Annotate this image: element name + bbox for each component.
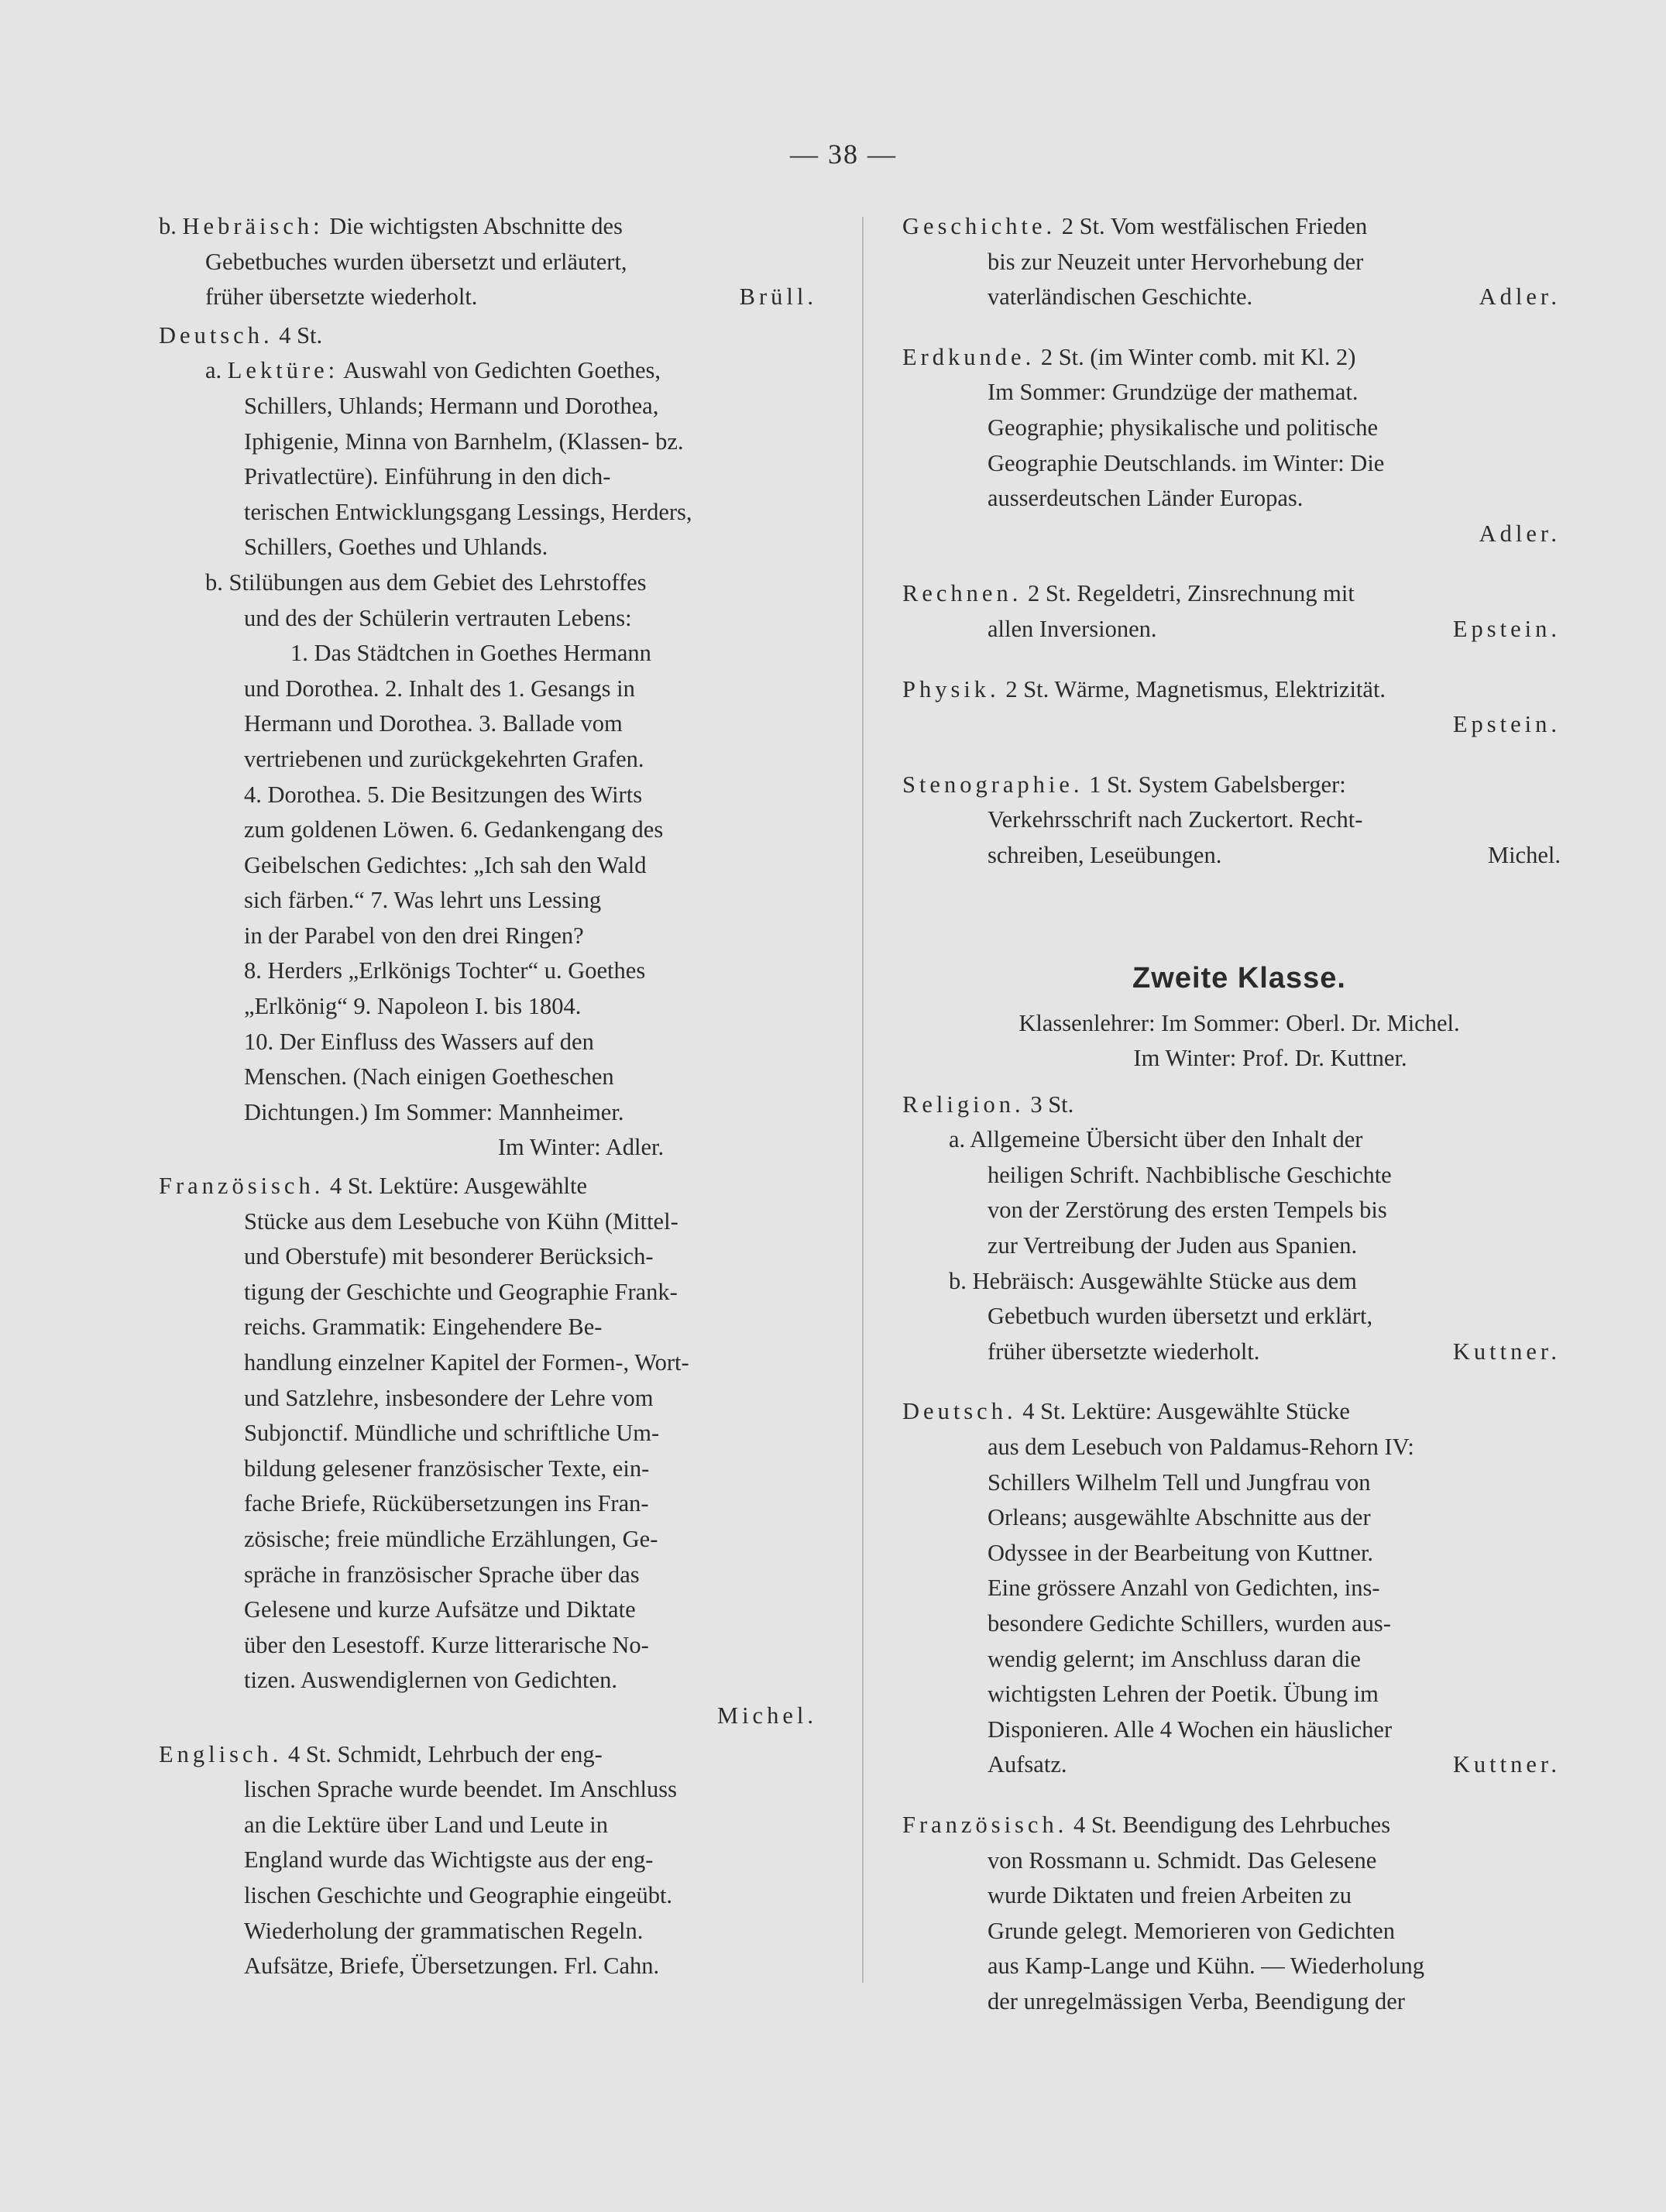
class-heading: Zweite Klasse. [1132, 961, 1346, 994]
text-line [902, 1122, 1576, 1158]
stenographie-section [902, 768, 1576, 874]
text: 4 St. Lektüre: Ausgewählte [329, 1173, 587, 1200]
essay-line: 1. Das Städtchen in Goethes Hermann [290, 640, 651, 667]
essay-line: vertriebenen und zurückgekehrten Grafen. [244, 745, 644, 772]
text-line [902, 1334, 1576, 1370]
spacer [902, 1786, 1576, 1808]
subject-word: Religion. [902, 1091, 1025, 1118]
text-line: terischen Entwicklungsgang Lessings, Herders, [244, 498, 692, 525]
text-line: von Rossmann u. Schmidt. Das Gelesene [988, 1846, 1377, 1874]
subject-word: Stenographie. [902, 771, 1084, 798]
text-line [159, 209, 833, 245]
text: 4 St. Schmidt, Lehrbuch der eng- [288, 1740, 603, 1767]
text-line [902, 838, 1576, 874]
essay-line: Dichtungen.) Im Sommer: Mannheimer. [244, 1098, 624, 1125]
text-line: Privatlectüre). Einführung in den dich- [244, 463, 611, 490]
essay-line: und Dorothea. 2. Inhalt des 1. Gesangs in [244, 675, 635, 702]
text-line [902, 1264, 1576, 1300]
column-divider [862, 217, 864, 1983]
text-line [159, 1737, 833, 1773]
label: b. [949, 1267, 967, 1294]
text-line: heiligen Schrift. Nachbiblische Geschichte [988, 1161, 1392, 1188]
spacer [902, 877, 1576, 962]
label: b. [205, 568, 223, 596]
franzoesisch2-section [902, 1808, 1576, 2020]
essay-line: Hermann und Dorothea. 3. Ballade vom [244, 710, 623, 737]
text: 2 St. Vom westfälischen Frieden [1061, 213, 1368, 239]
label: a. [205, 357, 222, 384]
text-line: Iphigenie, Minna von Barnhelm, (Klassen- bz. [244, 428, 684, 455]
text-line: aus dem Lesebuch von Paldamus-Rehorn IV: [988, 1434, 1414, 1461]
text-line [902, 280, 1576, 315]
franzoesisch-section [159, 1169, 833, 1734]
text: Aufsatz. [988, 1751, 1067, 1778]
text-line: Gelesene und kurze Aufsätze und Diktate [244, 1596, 636, 1623]
text-line: Verkehrsschrift nach Zuckertort. Recht- [988, 806, 1363, 833]
essay-line: „Erlkönig“ 9. Napoleon I. bis 1804. [244, 993, 582, 1020]
hours: 3 St. [1030, 1091, 1074, 1118]
spacer [902, 651, 1576, 672]
religion-section [902, 1087, 1576, 1370]
text-line: Schillers, Goethes und Uhlands. [244, 534, 548, 561]
class-teacher-line: Klassenlehrer: Im Sommer: Oberl. Dr. Michel. [1018, 1009, 1460, 1036]
right-column [902, 209, 1576, 2023]
text-line [902, 1394, 1576, 1430]
text-line: tizen. Auswendiglernen von Gedichten. [244, 1667, 617, 1694]
text-line: wendig gelernt; im Anschluss daran die [988, 1645, 1361, 1672]
text-line: Eine grössere Anzahl von Gedichten, ins- [988, 1575, 1380, 1602]
spacer [902, 318, 1576, 340]
text-line: Gebetbuch wurden übersetzt und erklärt, [988, 1303, 1373, 1330]
text-line: aus Kamp-Lange und Kühn. — Wiederholung [988, 1953, 1425, 1980]
text-line: tigung der Geschichte und Geographie Frank- [244, 1278, 678, 1305]
text-line: besondere Gedichte Schillers, wurden aus- [988, 1610, 1391, 1637]
text-line: lischen Geschichte und Geographie eingeübt. [244, 1881, 673, 1908]
essay-line: 8. Herders „Erlkönigs Tochter“ u. Goethes [244, 957, 646, 984]
essay-line: Geibelschen Gedichtes: „Ich sah den Wald [244, 851, 647, 878]
text-line: der unregelmässigen Verba, Beendigung der [988, 1987, 1405, 2014]
text-line [902, 209, 1576, 245]
signature: Brüll. [739, 283, 817, 311]
text: vaterländischen Geschichte. [988, 283, 1253, 311]
text-line: ausserdeutschen Länder Europas. [988, 485, 1304, 512]
subject-word: Geschichte. [902, 213, 1056, 239]
signature: Kuttner. [1452, 1338, 1561, 1365]
text-line: Subjonctif. Mündliche und schriftliche Um- [244, 1420, 660, 1447]
text-line [159, 1169, 833, 1204]
text-line: Stücke aus dem Lesebuche von Kühn (Mittel- [244, 1207, 678, 1235]
text: Allgemeine Übersicht über den Inhalt der [970, 1126, 1363, 1153]
text-line [902, 768, 1576, 803]
section-heading [902, 1087, 1576, 1123]
text-line: Wiederholung der grammatischen Regeln. [244, 1917, 644, 1944]
essay-line: zum goldenen Löwen. 6. Gedankengang des [244, 816, 664, 843]
text-line: Im Sommer: Grundzüge der mathemat. [988, 379, 1359, 406]
text-line: bis zur Neuzeit unter Hervorhebung der [988, 248, 1364, 275]
spacer [902, 555, 1576, 576]
essay-signature: Im Winter: Adler. [497, 1134, 665, 1161]
subject-word: Erdkunde. [902, 343, 1036, 370]
text-line [902, 1747, 1576, 1783]
left-column [159, 209, 833, 1987]
spacer [902, 1077, 1576, 1087]
essay-line: in der Parabel von den drei Ringen? [244, 922, 584, 949]
signature: Adler. [1479, 520, 1561, 547]
essay-line: Menschen. (Nach einigen Goetheschen [244, 1063, 614, 1091]
section-heading [159, 318, 833, 354]
text-line [902, 672, 1576, 708]
text: 4 St. Lektüre: Ausgewählte Stücke [1022, 1398, 1350, 1425]
text-line: spräche in französischer Sprache über das [244, 1561, 640, 1588]
signature: Epstein. [1452, 711, 1561, 738]
text-line [902, 1808, 1576, 1843]
text-line: Schillers Wilhelm Tell und Jungfrau von [988, 1468, 1371, 1496]
subject-word: Französisch. [902, 1811, 1068, 1838]
text: früher übersetzte wiederholt. [988, 1338, 1260, 1365]
subject-word: Deutsch. [159, 321, 273, 349]
text: 2 St. Regeldetri, Zinsrechnung mit [1027, 580, 1355, 607]
text-line: England wurde das Wichtigste aus der eng- [244, 1846, 654, 1874]
text-line: wichtigsten Lehren der Poetik. Übung im [988, 1681, 1379, 1708]
text-line: an die Lektüre über Land und Leute in [244, 1811, 609, 1838]
text: Hebräisch: Ausgewählte Stücke aus dem [972, 1267, 1357, 1294]
deutsch2-section [902, 1394, 1576, 1783]
text-line: und Satzlehre, insbesondere der Lehre vom [244, 1384, 654, 1411]
text-line [902, 340, 1576, 376]
text-line [902, 576, 1576, 612]
text: Die wichtigsten Abschnitte des [329, 213, 623, 239]
subject-word: Deutsch. [902, 1398, 1017, 1425]
text-line: Grunde gelegt. Memorieren von Gedichten [988, 1917, 1395, 1944]
text-line: Schillers, Uhlands; Hermann und Dorothea, [244, 392, 659, 419]
erdkunde-section [902, 340, 1576, 552]
signature: Michel. [716, 1702, 817, 1729]
subject-word: Physik. [902, 675, 1000, 702]
text-line: Gebetbuches wurden übersetzt und erläutert, [205, 248, 627, 275]
text-line: über den Lesestoff. Kurze litterarische No- [244, 1631, 649, 1658]
text-line: handlung einzelner Kapitel der Formen-, Wort- [244, 1349, 689, 1376]
signature: Michel. [1487, 841, 1561, 868]
deutsch-section [159, 318, 833, 1166]
signature: Kuttner. [1452, 1751, 1561, 1778]
text: 2 St. Wärme, Magnetismus, Elektrizität. [1005, 675, 1386, 702]
subject-word: Lektüre: [227, 357, 339, 384]
text-line: Disponieren. Alle 4 Wochen ein häuslicher [988, 1716, 1393, 1743]
text-line: Odyssee in der Bearbeitung von Kuttner. [988, 1539, 1374, 1566]
text: Stilübungen aus dem Gebiet des Lehrstoffes [228, 568, 647, 596]
text-line: Orleans; ausgewählte Abschnitte aus der [988, 1504, 1371, 1531]
text: 1 St. System Gabelsberger: [1089, 771, 1346, 798]
signature: Adler. [1479, 283, 1561, 311]
spacer [902, 1372, 1576, 1394]
physik-section [902, 672, 1576, 743]
text: schreiben, Leseübungen. [988, 841, 1222, 868]
subject-word: Rechnen. [902, 580, 1022, 607]
spacer [902, 746, 1576, 768]
text-line: Geographie Deutschlands. im Winter: Die [988, 449, 1385, 476]
text-line: lischen Sprache wurde beendet. Im Anschluss [244, 1776, 678, 1803]
essay-line: 10. Der Einfluss des Wassers auf den [244, 1028, 594, 1055]
text-line: Geographie; physikalische und politische [988, 414, 1378, 441]
page-number: — 38 — [790, 139, 897, 170]
text-line: und des der Schülerin vertrauten Lebens: [244, 604, 632, 631]
essay-line: 4. Dorothea. 5. Die Besitzungen des Wirts [244, 781, 643, 808]
text-line [902, 612, 1576, 647]
text: 4 St. Beendigung des Lehrbuches [1073, 1811, 1391, 1838]
hebraisch-section [159, 209, 833, 315]
text-line: fache Briefe, Rückübersetzungen ins Fran- [244, 1490, 649, 1517]
class-teacher-line: Im Winter: Prof. Dr. Kuttner. [1133, 1045, 1407, 1072]
label: a. [949, 1126, 966, 1153]
label: b. [159, 213, 177, 239]
text-line: zur Vertreibung der Juden aus Spanien. [988, 1232, 1358, 1259]
text-line [159, 565, 833, 601]
text: 2 St. (im Winter comb. mit Kl. 2) [1040, 343, 1356, 370]
text-line: reichs. Grammatik: Eingehendere Be- [244, 1314, 603, 1341]
text: allen Inversionen. [988, 615, 1157, 642]
signature: Epstein. [1452, 615, 1561, 642]
subject-word: Hebräisch: [182, 213, 324, 239]
text-line: von der Zerstörung des ersten Tempels bis [988, 1197, 1387, 1224]
text-line: bildung gelesener französischer Texte, ein- [244, 1455, 650, 1482]
text-line [159, 280, 833, 315]
text-line: wurde Diktaten und freien Arbeiten zu [988, 1882, 1352, 1909]
text-line: und Oberstufe) mit besonderer Berücksich- [244, 1243, 654, 1270]
rechnen-section [902, 576, 1576, 647]
essay-line: sich färben.“ 7. Was lehrt uns Lessing [244, 887, 602, 914]
text-line: Aufsätze, Briefe, Übersetzungen. Frl. Cahn. [244, 1953, 660, 1980]
geschichte-section [902, 209, 1576, 315]
text: früher übersetzte wiederholt. [205, 283, 478, 311]
englisch-section [159, 1737, 833, 1984]
subject-word: Französisch. [159, 1173, 325, 1200]
text-line [159, 353, 833, 389]
subject-word: Englisch. [159, 1740, 283, 1767]
hours: 4 St. [279, 321, 323, 349]
text-line: zösische; freie mündliche Erzählungen, Ge- [244, 1525, 658, 1552]
text: Auswahl von Gedichten Goethes, [343, 357, 661, 384]
